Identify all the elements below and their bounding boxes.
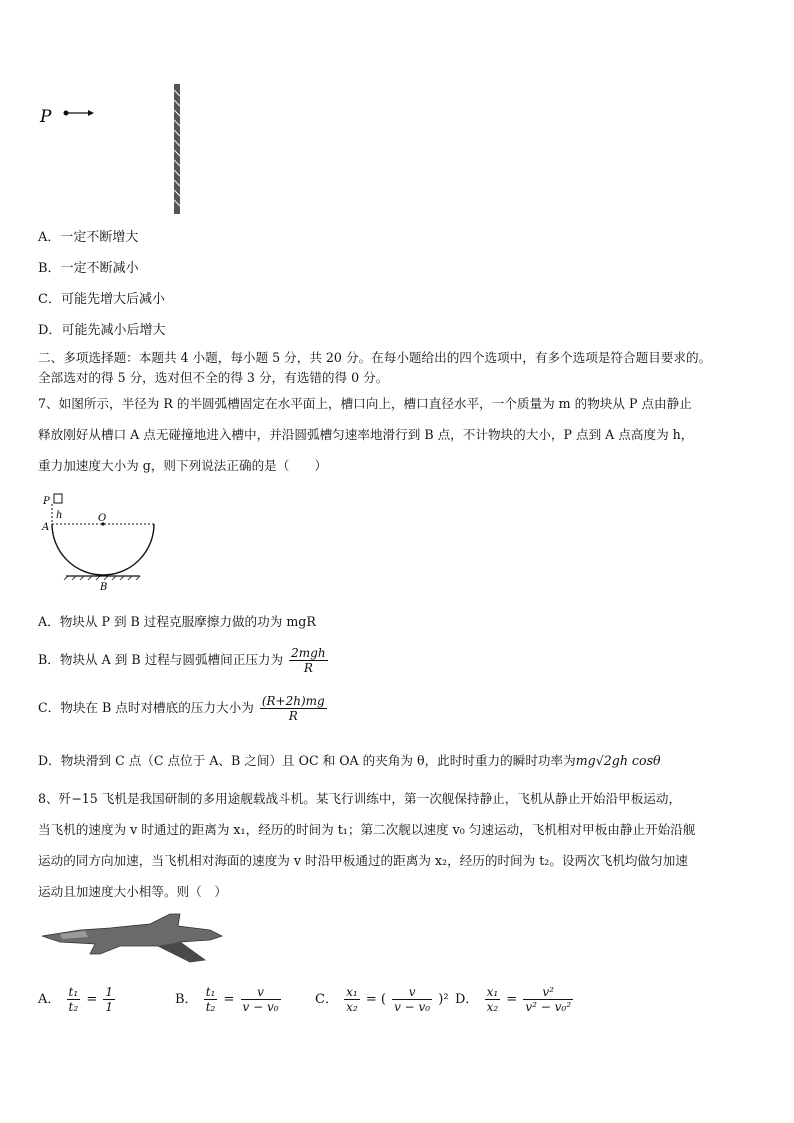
arrow-head	[88, 110, 94, 116]
q7-option-c-fraction: $\frac{(R+2h)mg}{R}$	[261, 694, 325, 723]
section2-line2: 全部选对的得 5 分，选对但不全的得 3 分，有选错的得 0 分。	[38, 370, 389, 385]
q8-line2: 当飞机的速度为 v 时通过的距离为 x₁，经历的时间为 t₁；第二次舰以速度 v₀ 匀速运动，飞机相对甲板由静止开始沿舰	[38, 822, 696, 837]
groove-figure-svg	[36, 490, 166, 600]
q8-option-d: D． $\frac{\text{x₁}}{\text{x₂}}$ = $\frac{\text{v²}}{\text{v² − v₀²}}$	[455, 985, 572, 1014]
jet-figure-svg	[40, 910, 225, 968]
groove-figure	[36, 490, 166, 600]
label-a: A	[42, 522, 50, 533]
q7-option-b-fraction: $\frac{\text{2mgh}}{R}$	[291, 646, 326, 675]
label-b: B	[100, 582, 108, 593]
q7-option-a: A．物块从 P 到 B 过程克服摩擦力做的功为 mgR	[38, 614, 316, 629]
q8-line4: 运动且加速度大小相等。则（ ）	[38, 884, 227, 899]
q7-option-d: D．物块滑到 C 点（C 点位于 A、B 之间）且 OC 和 OA 的夹角为 θ，此时时重力的瞬时功率为mg√2gh cosθ	[38, 753, 661, 768]
q6-option-d: D．可能先减小后增大	[38, 323, 166, 338]
point-p-label: P	[40, 107, 52, 127]
q7-line1: 7、如图所示，半径为 R 的半圆弧槽固定在水平面上，槽口向上，槽口直径水平，一个质量为 m 的物块从 P 点由静止	[38, 396, 692, 411]
q7-line3: 重力加速度大小为 g，则下列说法正确的是（ ）	[38, 458, 328, 473]
q8-option-b: B． $\frac{\text{t₁}}{\text{t₂}}$ = $\frac{v}{\text{v − v₀}}$	[175, 985, 279, 1014]
q6-option-b: B．一定不断减小	[38, 261, 139, 276]
q7-line2: 释放刚好从槽口 A 点无碰撞地进入槽中，并沿圆弧槽匀速率地滑行到 B 点，不计物块的大小，P 点到 A 点高度为 h，	[38, 427, 694, 442]
q8-line3: 运动的同方向加速，当飞机相对海面的速度为 v 时沿甲板通过的距离为 x₂，经历的时间为 t₂。设两次飞机均做匀加速	[38, 853, 688, 868]
label-p: P	[43, 496, 50, 507]
label-o: O	[98, 513, 107, 524]
q8-line1: 8、歼−15 飞机是我国研制的多用途舰载战斗机。某飞行训练中，第一次舰保持静止，飞机从静止开始沿甲板运动，	[38, 791, 682, 806]
wall-figure	[36, 80, 196, 220]
q6-option-c: C．可能先增大后减小	[38, 292, 165, 307]
q8-option-a: A． $\frac{\text{t₁}}{\text{t₂}}$ = $\frac{1}{1}$	[38, 985, 113, 1014]
q7-option-c: C．物块在 B 点时对槽底的压力大小为 $\frac{(R+2h)mg}{R}$	[38, 694, 325, 723]
q8-option-c: C． $\frac{\text{x₁}}{\text{x₂}}$ = ( $\frac{v}{\text{v − v₀}}$ )²	[315, 985, 449, 1014]
semicircle-arc	[52, 524, 154, 575]
wall-figure-svg	[36, 80, 196, 220]
jet-figure	[40, 910, 225, 968]
section2-line1: 二、多项选择题：本题共 4 小题，每小题 5 分，共 20 分。在每小题给出的四个选项中，有多个选项是符合题目要求的。	[38, 350, 712, 365]
q6-option-a: A．一定不断增大	[38, 230, 139, 245]
q7-option-b: B．物块从 A 到 B 过程与圆弧槽间正压力为 $\frac{\text{2mgh}}{R}$	[38, 646, 326, 675]
block-p	[54, 494, 62, 503]
jet-wing	[158, 942, 205, 962]
label-h: h	[56, 510, 63, 521]
